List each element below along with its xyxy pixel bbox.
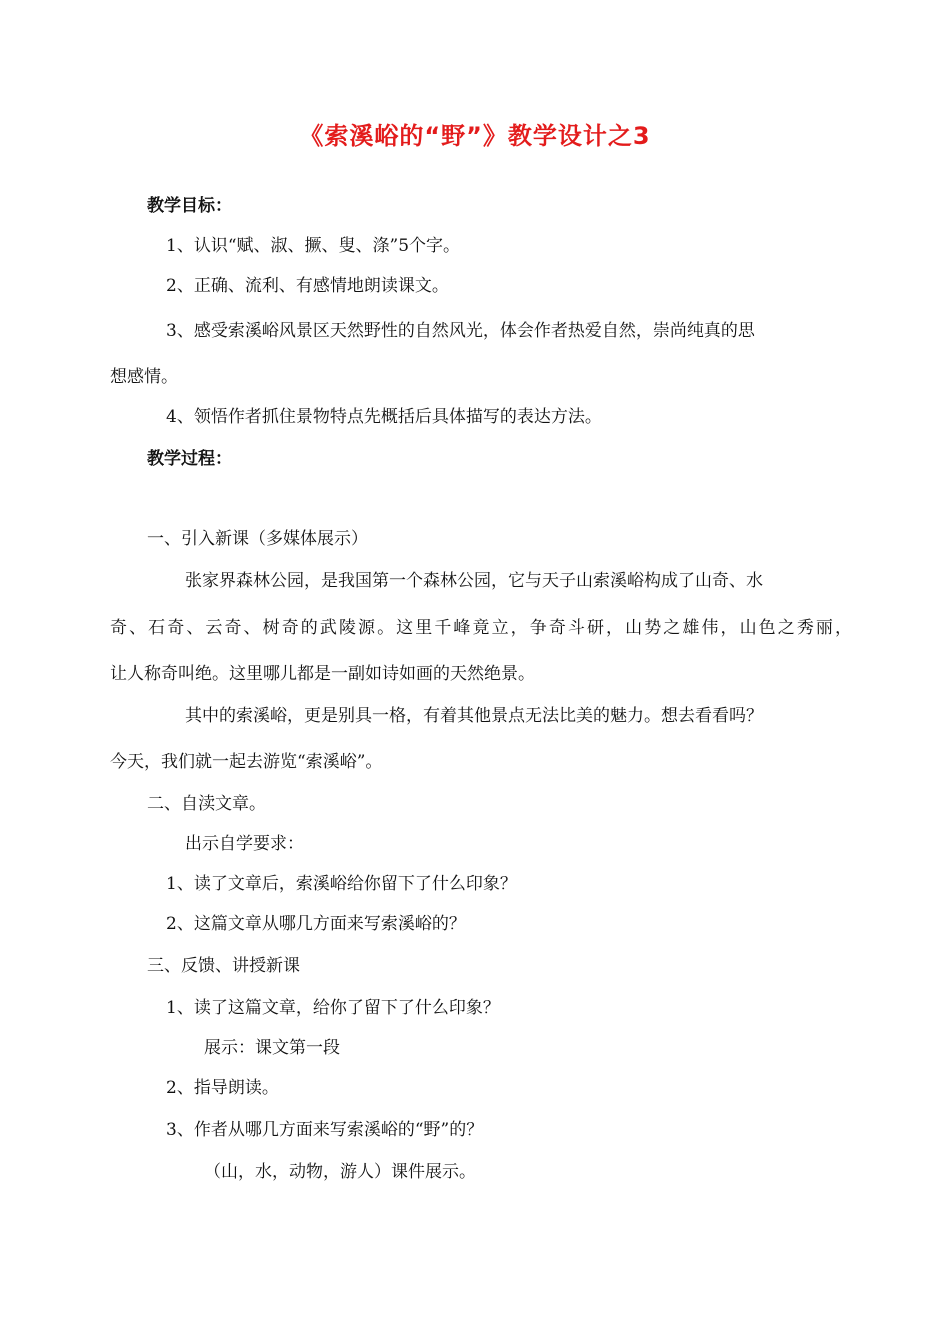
section-heading: 一、引入新课（多媒体展示） <box>147 529 368 549</box>
goals-heading: 教学目标： <box>147 196 232 216</box>
goal-item: 4、领悟作者抓住景物特点先概括后具体描写的表达方法。 <box>166 407 602 427</box>
list-item: 1、读了这篇文章，给你了留下了什么印象？ <box>166 998 500 1018</box>
paragraph-line: 让人称奇叫绝。这里哪儿都是一副如诗如画的天然绝景。 <box>110 664 535 684</box>
goal-item: 3、感受索溪峪风景区天然野性的自然风光，体会作者热爱自然，崇尚纯真的思 <box>166 321 755 341</box>
list-item: 2、指导朗读。 <box>166 1078 279 1098</box>
list-item: 1、读了文章后，索溪峪给你留下了什么印象？ <box>166 874 517 894</box>
paragraph-line: 张家界森林公园，是我国第一个森林公园，它与天子山索溪峪构成了山奇、水 <box>185 571 763 591</box>
list-item: 3、作者从哪几方面来写索溪峪的“野”的？ <box>166 1120 484 1140</box>
list-item-note: 展示：课文第一段 <box>204 1038 340 1058</box>
list-item: 2、这篇文章从哪几方面来写索溪峪的？ <box>166 914 466 934</box>
paragraph-line: 其中的索溪峪，更是别具一格，有着其他景点无法比美的魅力。想去看看吗？ <box>185 706 763 726</box>
list-item-note: （山，水，动物，游人）课件展示。 <box>204 1162 476 1182</box>
goal-item: 1、认识“赋、淑、撅、叟、涤”5个字。 <box>166 236 461 256</box>
document-title: 《索溪峪的“野”》教学设计之3 <box>299 122 651 150</box>
goal-item: 2、正确、流利、有感情地朗读课文。 <box>166 276 449 296</box>
section-heading: 三、反馈、讲授新课 <box>147 956 300 976</box>
section-heading: 二、自渎文章。 <box>147 794 266 814</box>
paragraph-line: 奇、石奇、云奇、树奇的武陵源。这里千峰竟立，争奇斗研，山势之雄伟，山色之秀丽， <box>110 618 852 638</box>
paragraph-line: 今天，我们就一起去游览“索溪峪”。 <box>110 752 383 772</box>
process-heading: 教学过程： <box>147 449 232 469</box>
goal-item-continuation: 想感情。 <box>110 367 178 387</box>
paragraph-line: 出示自学要求： <box>185 834 304 854</box>
